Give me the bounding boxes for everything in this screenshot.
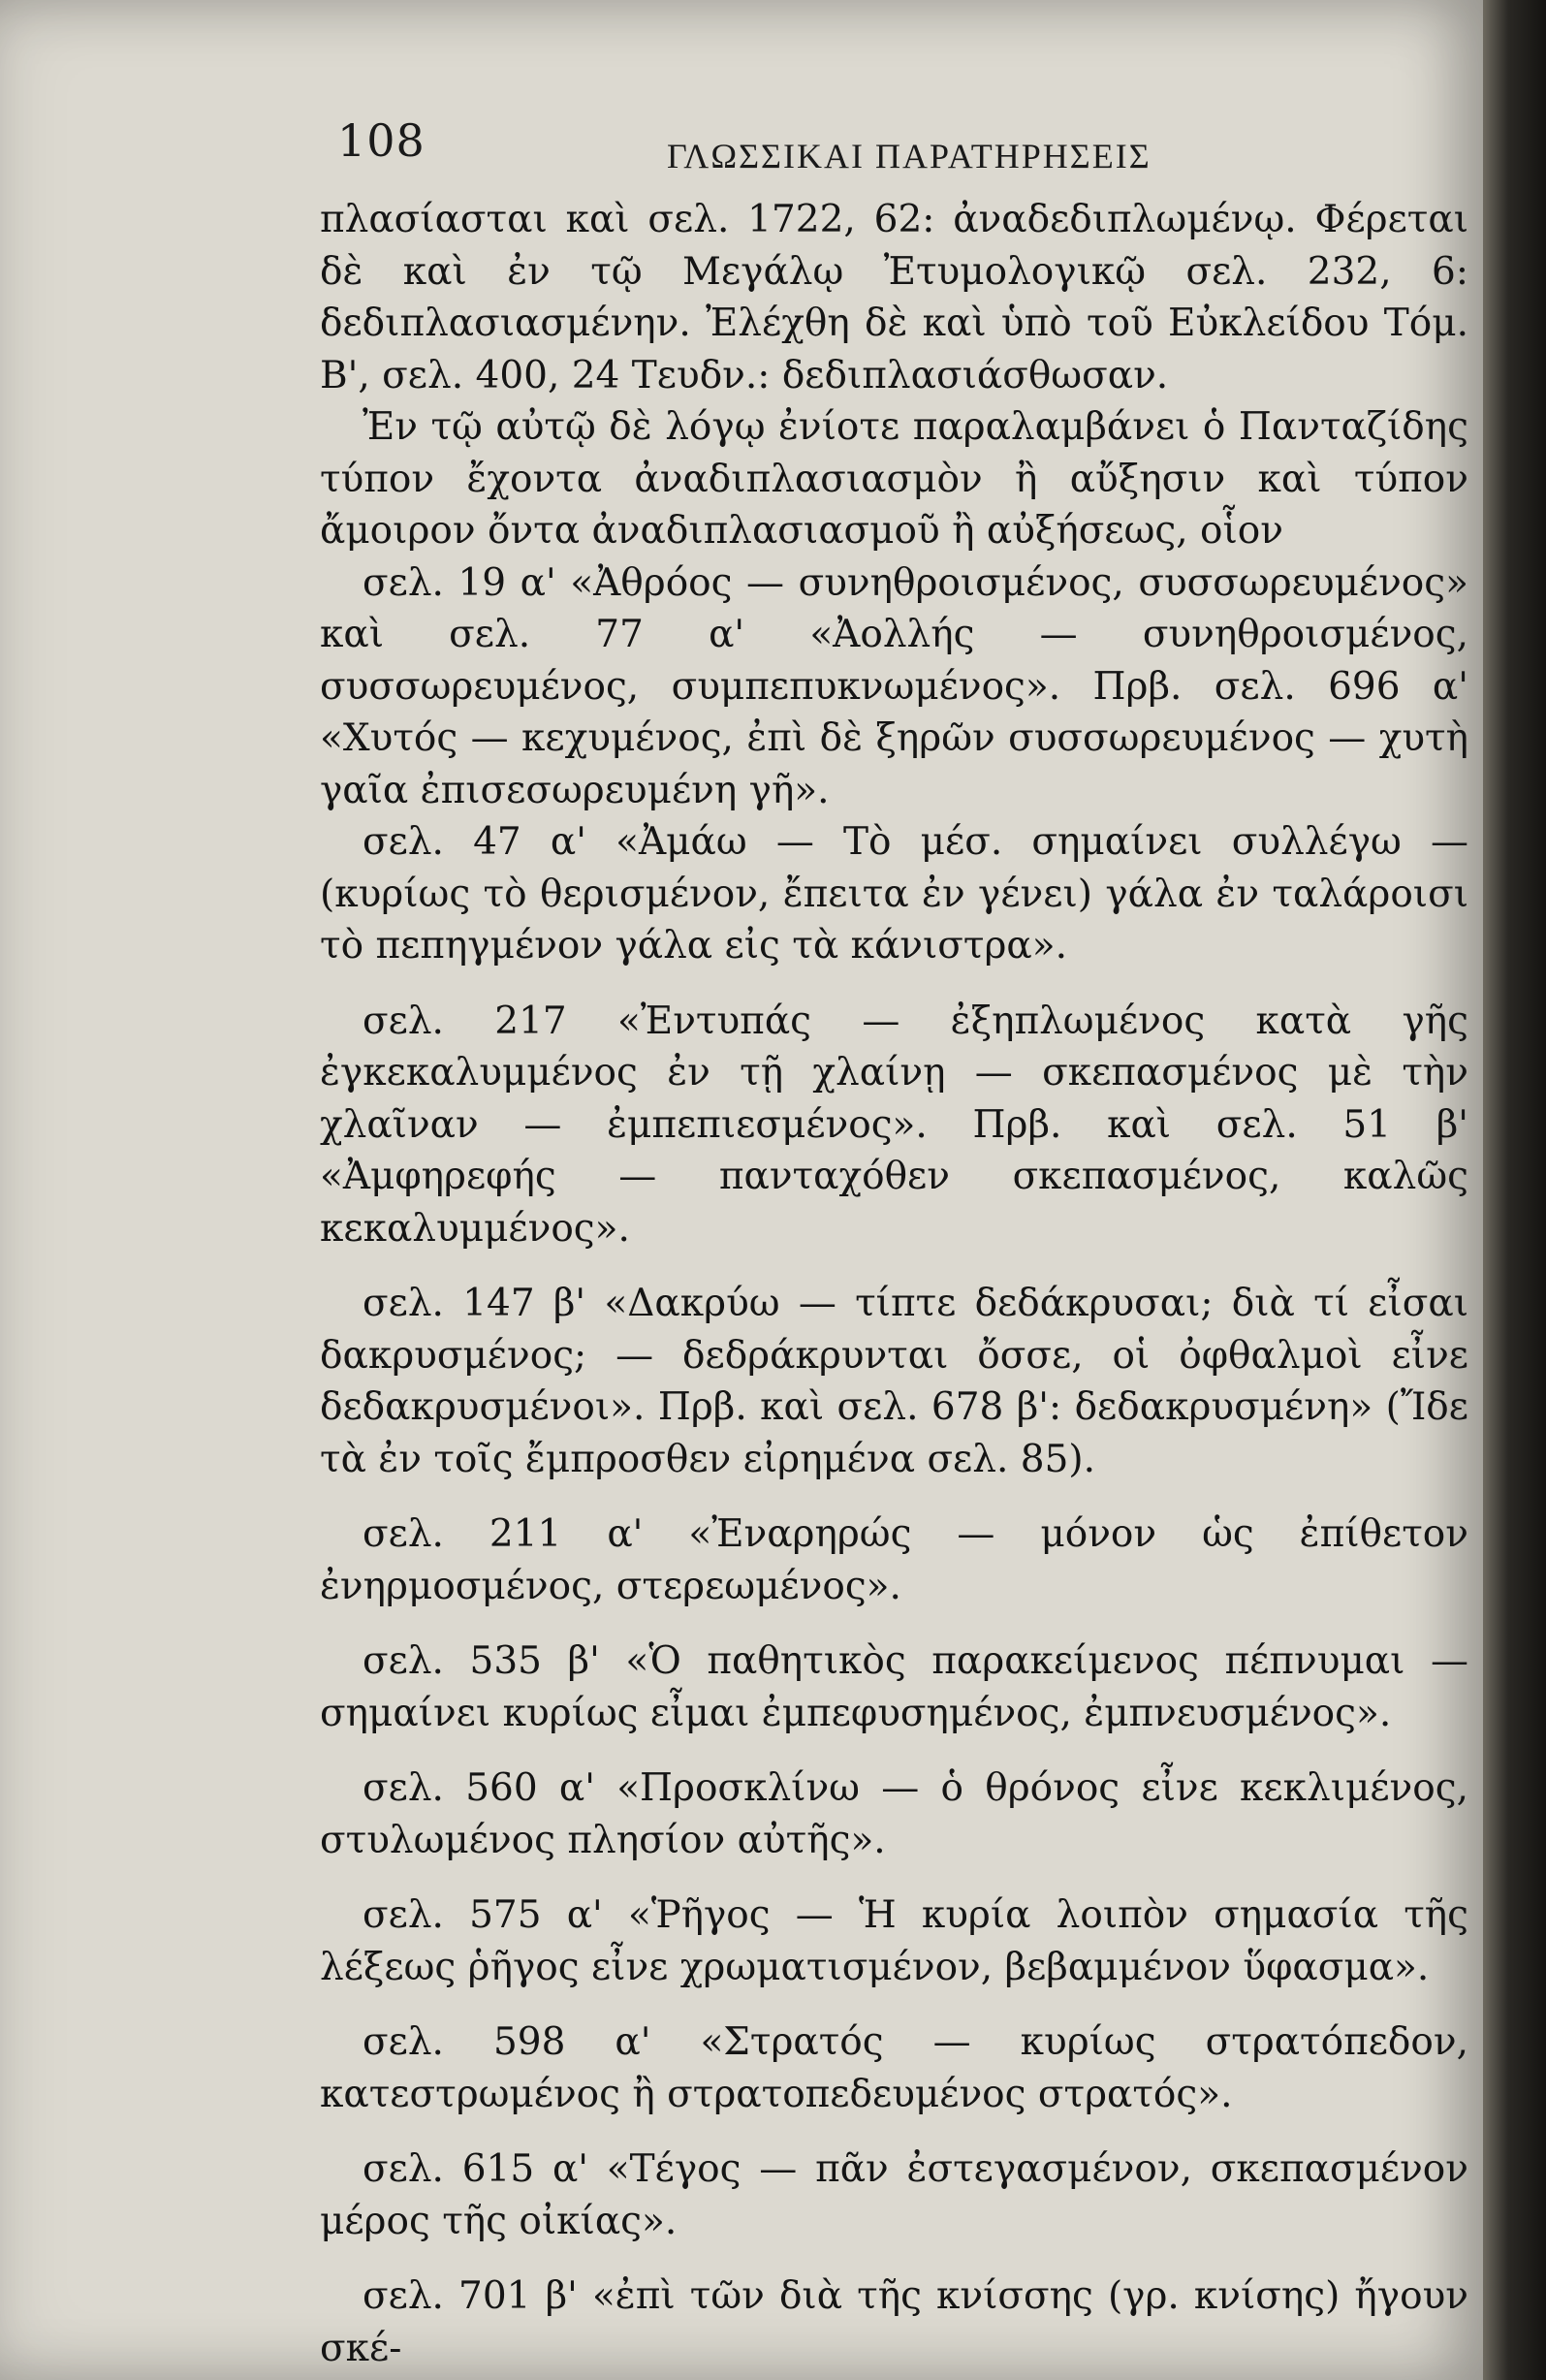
paragraph: σελ. 598 α' «Στρατός — κυρίως στρατόπεδον, κατεστρωμένος ἢ στρατοπεδευμένος στρατός».	[320, 2020, 1468, 2116]
page-number: 108	[337, 114, 426, 167]
running-title: ΓΛΩΣΣΙΚΑΙ ΠΑΡΑΤΗΡΗΣΕΙΣ	[667, 137, 1152, 175]
paragraph: σελ. 211 α' «Ἐναρηρώς — μόνον ὡς ἐπίθετον ἐνηρμοσμένος, στερεωμένος».	[320, 1512, 1468, 1608]
paragraph: σελ. 147 β' «Δακρύω — τίπτε δεδάκρυσαι; διὰ τί εἶσαι δακρυσμένος; — δεδράκρυνται ὄσσε, οἱ ὀφθαλμοὶ εἶνε δεδακρυσμένοι». Πρβ. καὶ σελ. 678 β': δεδακρυσμένη» (Ἴδε τὰ ἐν τοῖς ἔμπροσθεν εἰρημένα σελ. 85).	[320, 1282, 1468, 1481]
paragraph: σελ. 615 α' «Τέγος — πᾶν ἐστεγασμένον, σκεπασμένον μέρος τῆς οἰκίας».	[320, 2147, 1468, 2243]
paragraph: σελ. 19 α' «Ἀθρόος — συνηθροισμένος, συσσωρευμένος» καὶ σελ. 77 α' «Ἀολλής — συνηθροισμένος, συσσωρευμένος, συμπεπυκνωμένος». Πρβ. σελ. 696 α' «Χυτός — κεχυμένος, ἐπὶ δὲ ξηρῶν συσσωρευμένος — χυτὴ γαῖα ἐπισεσωρευμένη γῆ».	[320, 560, 1468, 812]
paragraph: σελ. 217 «Ἐντυπάς — ἐξηπλωμένος κατὰ γῆς ἐγκεκαλυμμένος ἐν τῇ χλαίνῃ — σκεπασμένος μὲ τὴν χλαῖναν — ἐμπεπιεσμένος». Πρβ. καὶ σελ. 51 β' «Ἀμφηρεφής — πανταχόθεν σκεπασμένος, καλῶς κεκαλυμμένος».	[320, 999, 1468, 1251]
body-text	[320, 194, 1468, 2374]
paragraph: Ἐν τῷ αὐτῷ δὲ λόγῳ ἐνίοτε παραλαμβάνει ὁ Πανταζίδης τύπον ἔχοντα ἀναδιπλασιασμὸν ἢ αὔξησιν καὶ τύπον ἄμοιρον ὄντα ἀναδιπλασιασμοῦ ἢ αὐξήσεως, οἷον	[320, 405, 1468, 553]
page-header	[337, 114, 1462, 192]
paragraph: σελ. 560 α' «Προσκλίνω — ὁ θρόνος εἶνε κεκλιμένος, στυλωμένος πλησίον αὐτῆς».	[320, 1766, 1468, 1862]
page-gutter-shadow	[1483, 0, 1546, 2380]
paragraph: σελ. 575 α' «Ῥῆγος — Ἡ κυρία λοιπὸν σημασία τῆς λέξεως ῥῆγος εἶνε χρωματισμένον, βεβαμμένον ὕφασμα».	[320, 1893, 1468, 1989]
paragraph: πλασίασται καὶ σελ. 1722, 62: ἀναδεδιπλωμένῳ. Φέρεται δὲ καὶ ἐν τῷ Μεγάλῳ Ἐτυμολογικῷ σελ. 232, 6: δεδιπλασιασμένην. Ἐλέχθη δὲ καὶ ὑπὸ τοῦ Εὐκλείδου Τόμ. Β', σελ. 400, 24 Τευδν.: δεδιπλασιάσθωσαν.	[320, 198, 1468, 397]
paragraph: σελ. 701 β' «ἐπὶ τῶν διὰ τῆς κνίσσης (γρ. κνίσης) ἤγουν σκέ-	[320, 2274, 1468, 2370]
paragraph: σελ. 535 β' «Ὁ παθητικὸς παρακείμενος πέπνυμαι — σημαίνει κυρίως εἶμαι ἐμπεφυσημένος, ἐμπνευσμένος».	[320, 1639, 1468, 1735]
paragraph: σελ. 47 α' «Ἀμάω — Τὸ μέσ. σημαίνει συλλέγω — (κυρίως τὸ θερισμένον, ἔπειτα ἐν γένει) γάλα ἐν ταλάροισι τὸ πεπηγμένον γάλα εἰς τὰ κάνιστρα».	[320, 820, 1468, 968]
